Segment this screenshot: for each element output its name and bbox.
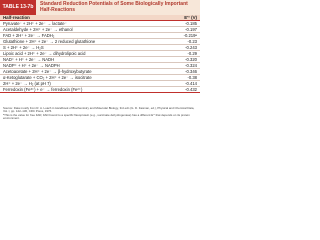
column-header-potential: E'° (V) (184, 15, 197, 20)
half-reaction-cell: Pyruvate⁻ + 2H⁺ + 2e⁻ → lactate⁻ (3, 21, 67, 26)
half-reaction-cell: Acetoacetate + 2H⁺ + 2e⁻ → β-hydroxybutyrate (3, 69, 92, 74)
potential-cell: -0.324 (185, 63, 197, 68)
half-reaction-cell: α-Ketoglutarate + CO₂ + 2H⁺ + 2e⁻ → isocitrate (3, 75, 92, 80)
potential-cell: -0.29 (187, 51, 197, 56)
potential-cell: -0.432 (185, 87, 197, 92)
half-reaction-cell: NAD⁺ + H⁺ + 2e⁻ → NADH (3, 57, 55, 62)
table-label: TABLE 13-7b (0, 0, 36, 15)
potential-cell: -0.23 (187, 39, 197, 44)
potential-cell: -0.243 (185, 45, 197, 50)
half-reaction-cell: FAD + 2H⁺ + 2e⁻ → FADH₂ (3, 33, 55, 38)
footnote-a: ᵃThis is the value for free FAD; FAD bound to a specific flavoprotein (e.g., succinate dehydrogenase) has a different E'° that depends on its protein environment. (3, 112, 190, 121)
table-title: Standard Reduction Potentials of Some Biologically Important Half-Reactions (36, 0, 200, 15)
potential-cell: -0.320 (185, 57, 197, 62)
potential-cell: -0.38 (187, 75, 197, 80)
table-row (0, 87, 200, 93)
potential-cell: -0.219ᵃ (183, 33, 197, 38)
table-header (0, 0, 200, 15)
potential-cell: -0.414 (185, 81, 197, 86)
table-figure (0, 0, 200, 121)
half-reaction-cell: Lipoic acid + 2H⁺ + 2e⁻ → dihydrolipoic acid (3, 51, 86, 56)
potential-cell: -0.346 (185, 69, 197, 74)
half-reaction-cell: 2H⁺ + 2e⁻ → H₂ (at pH 7) (3, 81, 51, 86)
half-reaction-cell: NADP⁺ + H⁺ + 2e⁻ → NADPH (3, 63, 60, 68)
half-reaction-cell: S + 2H⁺ + 2e⁻ → H₂S (3, 45, 44, 50)
column-header-half-reaction: Half-reaction (3, 15, 30, 20)
half-reaction-cell: Ferredoxin (Fe³⁺) + e⁻ → ferredoxin (Fe²⁺) (3, 87, 83, 92)
half-reaction-cell: Acetaldehyde + 2H⁺ + 2e⁻ → ethanol (3, 27, 73, 32)
source-note: Source: Data mostly from R. A. Loach in Handbook of Biochemistry and Molecular Biology, 3rd edn (G. D. Fasman, ed.), Physical and Chemical Data, Vol. I, pp. 122–130, CRC Press, 1976. (3, 106, 195, 114)
half-reaction-cell: Glutathione + 2H⁺ + 2e⁻ → 2 reduced glutathione (3, 39, 96, 44)
potential-cell: -0.197 (185, 27, 197, 32)
table-footnotes (3, 107, 197, 121)
table-body (0, 21, 200, 93)
potential-cell: -0.185 (185, 21, 197, 26)
